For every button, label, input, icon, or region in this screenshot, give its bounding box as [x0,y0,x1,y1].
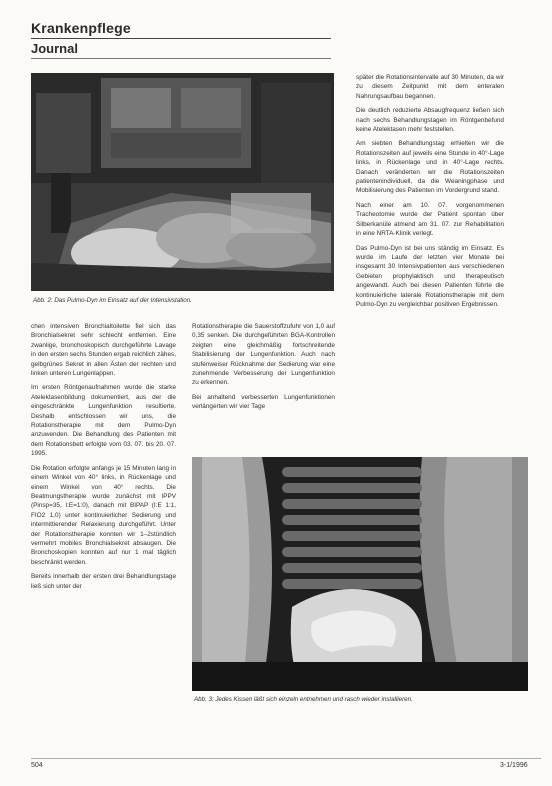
paragraph: später die Rotationsintervalle auf 30 Minuten, da wir zu diesem Zeitpunkt mit dem enteralen Nahrungsaufbau begannen. [356,74,504,100]
paragraph: Am siebten Behandlungstag erhielten wir die Rotationszeiten auf jeweils eine Stunde in 40°-Lage links, in Rückenlage und in 40°-Lage rechts. Danach veränderten wir die Rotationszeiten patientenindividuell, da die Weaningphase und Mobilisierung des Patienten im Vordergrund stand. [356,140,504,195]
paragraph: Im ersten Röntgenaufnahmen wurde die starke Atelektasenbildung dokumentiert, aus der die eingeschränkte Lungenfunktion resultierte. Deshalb entschlossen wir uns, die Rotationstherapie mit dem Pulmo-Dyn anzuwenden. Die Behandlung des Patienten mit dem Rotationsbett erfolgte vom 03. 07. bis 20. 07. 1995. [31,384,176,458]
cushion-photo [192,457,528,691]
text-column-1 [31,322,176,596]
icu-bed-photo [31,73,334,291]
section-subtitle: Journal [31,41,78,56]
footer-rule [31,758,541,759]
text-column-2 [192,322,335,417]
header-rule [31,38,331,39]
page-number: 504 [31,762,43,769]
text-column-3 [356,73,504,314]
paragraph: Das Pulmo-Dyn ist bei uns ständig im Einsatz. Es wurde im Laufe der letzten vier Monate bei insgesamt 30 Intensivpatienten aus verschiedenen Gebieten prophylaktisch und therapeutisch angewandt. Auch bei diesen Patienten führte die kontinuierliche laterale Rotationstherapie mit dem Pulmo-Dyn zu vergleichbar positiven Ergebnissen. [356,244,504,308]
paragraph: chen intensiven Bronchialtoilette fiel sich das Bronchialsekret sehr schlecht entfernen. Eine zwanlige, bronchoskopisch durchgeführte Lavage in den ersten sechs Stunden ergab reichlich zähes, gelbgrünes Sekret in allen Ästen der rechten und linken unteren Lungenlappen. [31,323,176,378]
figure-2-caption: Abb. 2: Das Pulmo-Dyn im Einsatz auf der Intensivstation. [33,297,192,304]
paragraph: Bereits innerhalb der ersten drei Behandlungstage ließ sich unter der [31,573,176,590]
section-title: Krankenpflege [31,20,131,36]
figure-2-photo [31,73,334,291]
paragraph: Die Rotation erfolgte anfangs je 15 Minuten lang in einem Winkel von 40° links, in Rückenlage und einem Winkel von 40° rechts. Die Beatmungstherapie wurde zunächst mit IPPV (Pinsp=35, I:E=1:0), danach mit BIPAP (I:E 1:1, FIO2 1,0) unter kontinuierlicher Sedierung und intermittierender Relaxierung durchgeführt. Unter der Rotationstherapie konnten wir 1–2stündlich vermehrt mobiles Bronchialsekret absaugen. Die Bronchoskopien konnten auf nur 1 mal täglich beschränkt werden. [31,464,176,566]
paragraph: Rotationstherapie die Sauerstoffzufuhr von 1,0 auf 0,35 senken. Die durchgeführten BGA-Kontrollen zeigten eine gleichmäßig fortschreitende Stabilisierung der Lungenfunktion. Auch nach stufenweiser Rücknahme der Sedierung war eine zunehmende Verbesserung der Lungenfunktion zu erkennen. [192,323,335,387]
figure-3-photo [192,457,528,691]
issue-code: 3-1/1996 [500,762,528,769]
header-rule-2 [31,58,331,59]
paragraph: Nach einer am 10. 07. vorgenommenen Tracheotomie wurde der Patient spontan über Silberkanüle atmend am 31. 07. zur Rehabilitation in eine NRTA-Klinik verlegt. [356,201,504,238]
paragraph: Die deutlich reduzierte Absaugfrequenz ließen sich nach sechs Behandlungstagen im Röntgenbefund keine Atelektasen mehr feststellen. [356,107,504,134]
paragraph: Bei anhaltend verbesserten Lungenfunktionen verlängerten wir vier Tage [192,393,335,411]
figure-3-caption: Abb. 3: Jedes Kissen läßt sich einzeln entnehmen und rasch wieder installieren. [194,696,413,703]
